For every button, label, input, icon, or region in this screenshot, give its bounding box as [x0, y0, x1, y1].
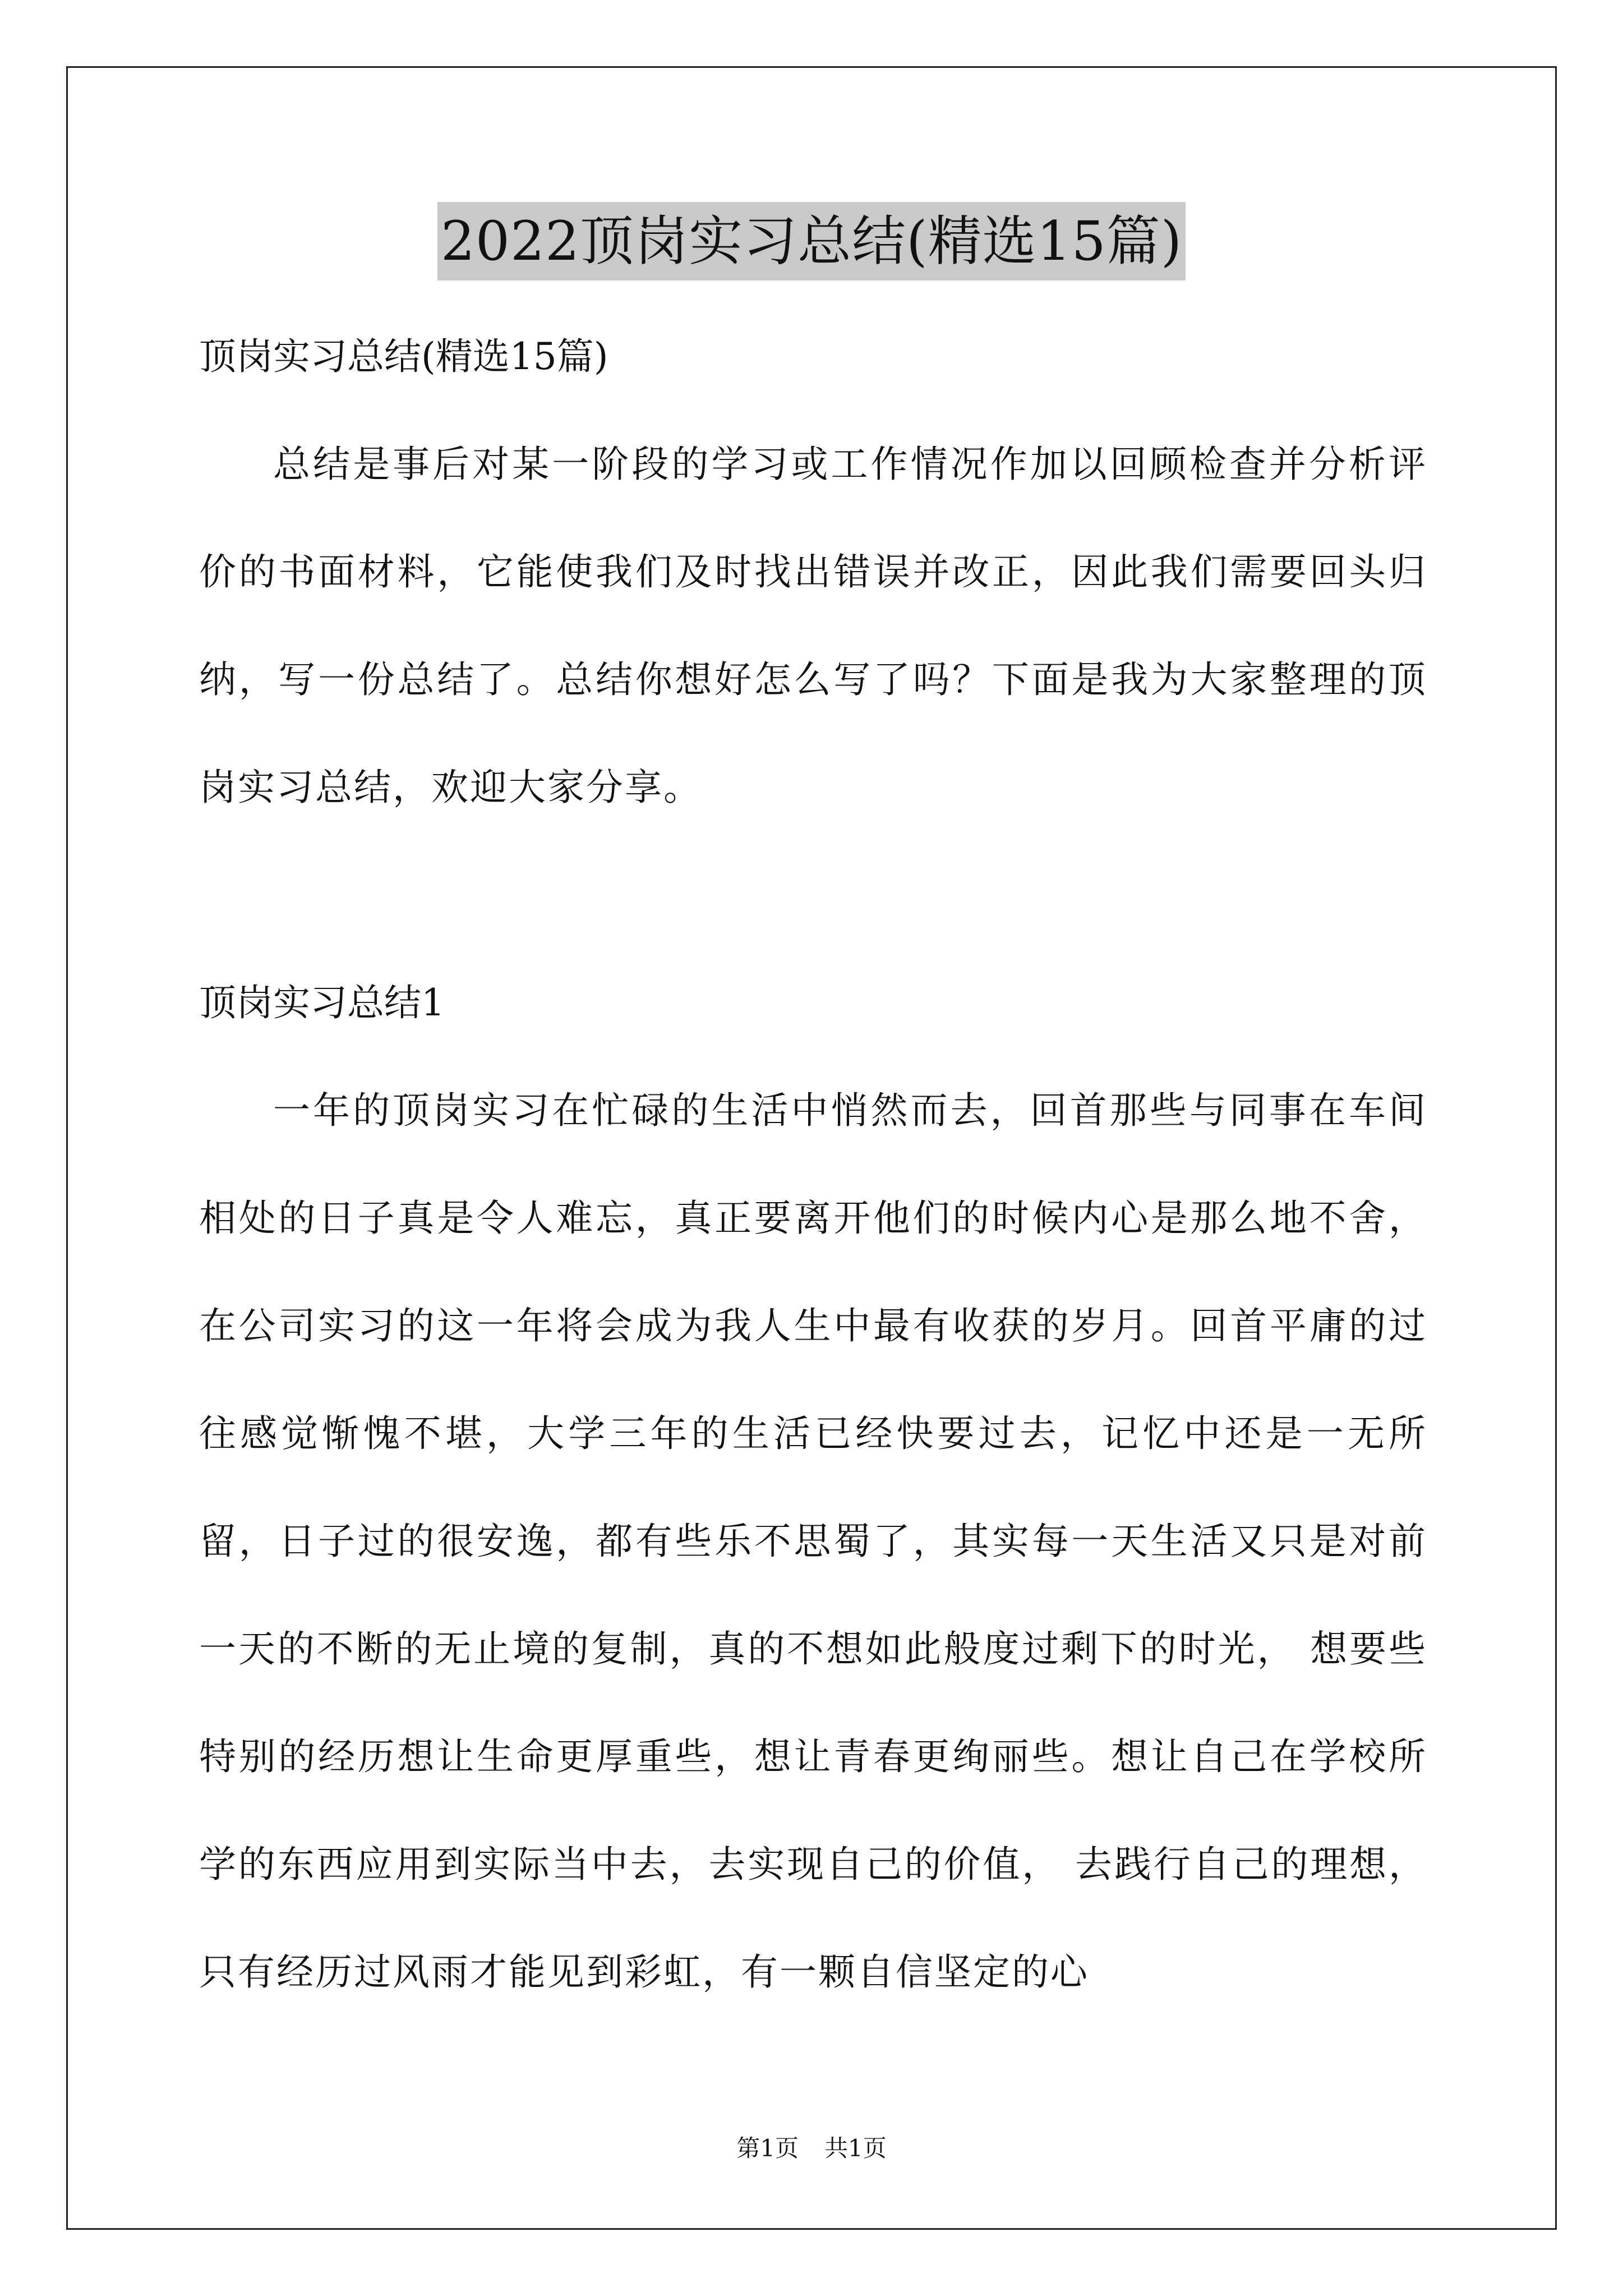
- title-container: [0, 202, 1623, 280]
- page-total: 共1页: [824, 2134, 887, 2162]
- section-heading: 顶岗实习总结1: [199, 981, 445, 1024]
- section-paragraph: 一年的顶岗实习在忙碌的生活中悄然而去，回首那些与同事在车间相处的日子真是令人难忘，真正要离开他们的时候内心是那么地不舍，在公司实习的这一年将会成为我人生中最有收获的岁月。回首平庸的过往感觉惭愧不堪，大学三年的生活已经快要过去，记忆中还是一无所留，日子过的很安逸，都有些乐不思蜀了，其实每一天生活又只是对前一天的不断的无止境的复制，真的不想如此般度过剩下的时光， 想要些特别的经历想让生命更厚重些，想让青春更绚丽些。想让自己在学校所学的东西应用到实际当中去，去实现自己的价值， 去践行自己的理想，只有经历过风雨才能见到彩虹，有一颗自信坚定的心: [199, 1089, 1427, 1994]
- page-number: 第1页: [736, 2134, 799, 2162]
- document-title: 2022顶岗实习总结(精选15篇): [437, 202, 1186, 280]
- document-subtitle: 顶岗实习总结(精选15篇): [199, 335, 608, 378]
- page-footer: [0, 2132, 1623, 2165]
- document-body: [199, 303, 1427, 2026]
- intro-paragraph: 总结是事后对某一阶段的学习或工作情况作加以回顾检查并分析评价的书面材料，它能使我们及时找出错误并改正，因此我们需要回头归纳，写一份总结了。总结你想好怎么写了吗？下面是我为大家整理的顶岗实习总结，欢迎大家分享。: [199, 443, 1427, 809]
